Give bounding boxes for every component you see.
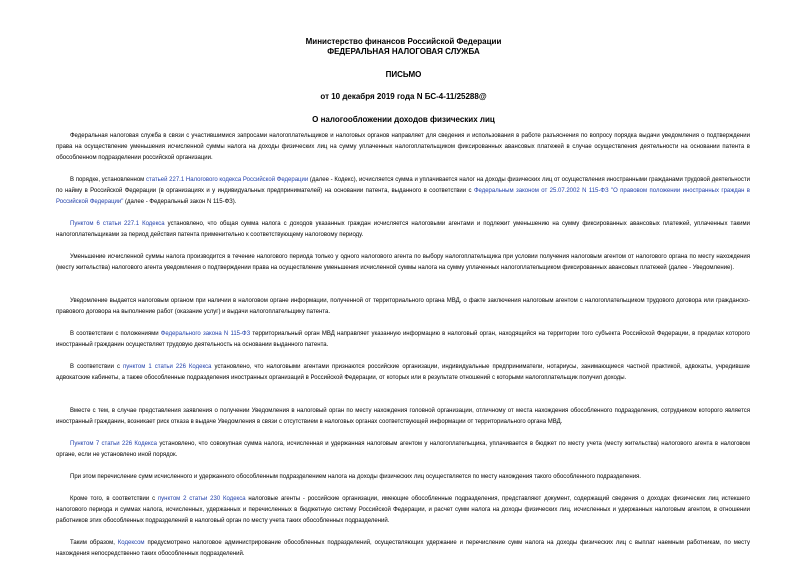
- link-clause-2-article-230[interactable]: пунктом 2 статьи 230 Кодекса: [157, 496, 246, 502]
- paragraph-6-text-2: территориальный орган МВД направляет указанную информацию в налоговый орган, находящийся на территории того субъекта Российской Федерации, в пределах которого иностранный гражданин осуществляет трудовую деятельность на основании выданного патента.: [56, 331, 751, 348]
- link-federal-law-115[interactable]: Федеральным законом от 25.07.2002 N 115-ФЗ "О правовом положении иностранных граждан в Российской Федерации": [56, 188, 750, 205]
- paragraph-5: Уведомление выдается налоговым органом при наличии в налоговом органе информации, полученной от территориального органа МВД, о факте заключения налоговым агентом с налогоплательщиком трудового договора или гражданско-правового договора на выполнение работ (оказание услуг) и выдачи налогоплательщику патента.: [56, 298, 750, 315]
- paragraph-4: Уменьшение исчисленной суммы налога производится в течение налогового периода только у одного налогового агента по выбору налогоплательщика при условии получения налоговым агентом от налогового органа по месту нахождения (месту жительства) налогового агента уведомления о подтверждении права на осуществление уменьшения исчисленной суммы налога на сумму уплаченных налогоплательщиком фиксированных авансовых платежей (далее - Уведомление).: [56, 254, 750, 271]
- document-date-number: от 10 декабря 2019 года N БС-4-11/25288@: [320, 92, 487, 101]
- paragraph-10: При этом перечисление сумм исчисленного и удержанного обособленным подразделением налога на доходы физических лиц осуществляется по месту нахождения такого обособленного подразделения.: [70, 474, 641, 480]
- link-article-227-1[interactable]: статьей 227.1 Налогового кодекса Российской Федерации: [146, 177, 309, 183]
- paragraph-7-text-2: установлено, что налоговыми агентами признаются российские организации, индивидуальные предприниматели, нотариусы, занимающиеся частной практикой, адвокаты, учредившие адвокатские кабинеты, а также обособленные подразделения иностранных организаций в Российской Федерации, от которых или в результате отношений с которыми налогоплательщик получил доходы.: [56, 364, 751, 381]
- paragraph-8: Вместе с тем, в случае представления заявления о получении Уведомления в налоговый орган по месту нахождения головной организации, отличному от места нахождения обособленного подразделения, сотрудником которого является иностранный гражданин, возникает риск отказа в выдаче Уведомления в связи с отсутствием в налоговых органах соответствующей информации от территориального органа МВД.: [56, 408, 750, 425]
- paragraph-2: [56, 175, 750, 208]
- paragraph-7: [56, 362, 750, 384]
- service-title: ФЕДЕРАЛЬНАЯ НАЛОГОВАЯ СЛУЖБА: [327, 47, 480, 56]
- paragraph-2-text-2: (далее - Кодекс), исчисляется сумма и уплачивается налог на доходы физических лиц от осуществления иностранными гражданами трудовой деятельности по найму в Российской Федерации (в организациях и у индивидуальных предпринимателей) на основании патента, выданного в соответствии с: [56, 177, 750, 194]
- paragraph-11: [56, 494, 750, 527]
- paragraph-1: Федеральная налоговая служба в связи с участившимися запросами налогоплательщиков и налоговых органов направляет для сведения и использования в работе разъяснения по вопросу порядка выдачи уведомления о подтверждении права на осуществление уменьшения исчисленной суммы налога на доходы физических лиц на сумму уплаченных налогоплательщиком фиксированных авансовых платежей в случае осуществления деятельности на основании патента в обособленном подразделении российской организации.: [56, 133, 750, 161]
- paragraph-3-text: установлено, что общая сумма налога с доходов указанных граждан исчисляется налоговыми агентами и подлежит уменьшению на сумму фиксированных авансовых платежей, уплаченных такими налогоплательщиками за период действия патента применительно к соответствующему налоговому периоду.: [56, 221, 750, 238]
- paragraph-3: [56, 219, 750, 241]
- paragraph-7-text-1: В соответствии с: [70, 364, 123, 370]
- link-federal-law-115-short[interactable]: Федерального закона N 115-ФЗ: [160, 331, 251, 337]
- document-type: ПИСЬМО: [385, 70, 422, 79]
- link-clause-6-article-227-1[interactable]: Пунктом 6 статьи 227.1 Кодекса: [70, 221, 165, 227]
- paragraph-6-text-1: В соответствии с положениями: [70, 331, 161, 337]
- paragraph-6: [56, 329, 750, 351]
- paragraph-9-text: установлено, что совокупная сумма налога, исчисленная и удержанная налоговым агентом у налогоплательщика, уплачивается в бюджет по месту учета (месту жительства) налогового агента в налоговом органе, если не установлено иной порядок.: [56, 441, 751, 458]
- paragraph-11-text-2: налоговые агенты - российские организации, имеющие обособленные подразделения, представляют документ, содержащий сведения о доходах физических лиц истекшего налогового периода и суммах налога, исчисленных, удержанных и перечисленных в бюджетную систему Российской Федерации, и расчет сумм налога на доходы физических лиц, исчисленных и удержанных налоговым агентом, в отношении работников этих обособленных подразделений в налоговый орган по месту учета таких обособленных подразделений.: [56, 496, 750, 524]
- link-clause-7-article-226[interactable]: Пунктом 7 статьи 226 Кодекса: [70, 441, 157, 447]
- paragraph-12-text-1: Таким образом,: [70, 540, 118, 546]
- paragraph-12-text-2: предусмотрено налоговое администрирование обособленных подразделений, осуществляющих удержание и перечисление сумм налога на доходы физических лиц с выплат наемным работникам, по месту нахождения непосредственно таких обособленных подразделений.: [56, 540, 750, 557]
- document-subject: О налогообложении доходов физических лиц: [312, 115, 495, 124]
- ministry-title: Министерство финансов Российской Федерации: [305, 37, 502, 46]
- paragraph-2-text-1: В порядке, установленном: [70, 177, 147, 183]
- paragraph-2-text-3: (далее - Федеральный закон N 115-ФЗ).: [123, 199, 237, 205]
- paragraph-9: [56, 439, 750, 461]
- paragraph-12: [56, 538, 750, 560]
- link-code[interactable]: Кодексом: [117, 540, 145, 546]
- paragraph-11-text-1: Кроме того, в соответствии с: [70, 496, 158, 502]
- link-clause-1-article-226[interactable]: пунктом 1 статьи 226 Кодекса: [123, 364, 212, 370]
